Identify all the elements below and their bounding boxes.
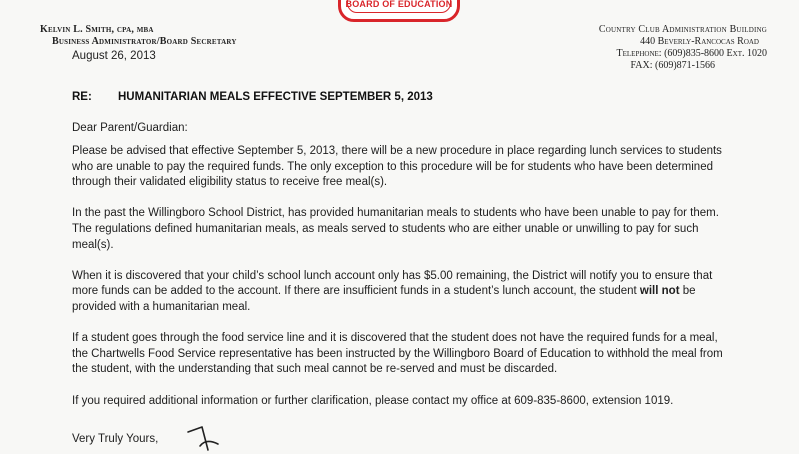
subject-label: RE: <box>72 91 92 103</box>
paragraph-3 <box>72 269 732 316</box>
subject-text: HUMANITARIAN MEALS EFFECTIVE SEPTEMBER 5, 2013 <box>118 91 433 103</box>
sender-name: Kelvin L. Smith, cpa, mba <box>40 24 154 35</box>
paragraph-5: If you required additional information or further clarification, please contact my office at 609-835-8600, extension 1019. <box>72 394 674 407</box>
letterhead-left <box>40 24 237 48</box>
subject-line <box>72 91 433 103</box>
paragraph-3-text-a: When it is discovered that your child’s school lunch account only has $5.00 remaining, the District will notify you to ensure that more funds can be added to the account. If there are insufficient funds in a student’s lunch account, the student <box>72 269 713 298</box>
telephone: Telephone: (609)835-8600 Ext. 1020 <box>616 48 767 59</box>
paragraph-4: If a student goes through the food service line and it is discovered that the student does not have the required funds for a meal, the Chartwells Food Service representative has been instructed by the Willingboro Board of Education to withhold the meal from the student, with the understanding that such meal cannot be re-served and must be discarded. <box>72 332 723 376</box>
street-address: 440 Beverly-Rancocas Road <box>640 36 759 47</box>
sender-title: Business Administrator/Board Secretary <box>52 36 237 47</box>
board-of-education-seal <box>338 0 460 22</box>
paragraph-3-emphasis: will not <box>639 285 680 298</box>
letterhead-right <box>599 24 767 72</box>
paragraph-1: Please be advised that effective September 5, 2013, there will be a new procedure in place regarding lunch services to students who are unable to pay the required funds. The only exception to this procedure will be for students who have been determined through their validated eligibility status to receive free meal(s). <box>72 145 722 189</box>
fax-number: FAX: (609)871-1566 <box>630 60 715 71</box>
salutation: Dear Parent/Guardian: <box>72 122 188 134</box>
letter-date: August 26, 2013 <box>72 50 156 62</box>
paragraph-2: In the past the Willingboro School District, has provided humanitarian meals to students who have been unable to pay for them. The regulations defined humanitarian meals, as meals served to students who are either unable or unwilling to pay for such meal(s). <box>72 207 719 251</box>
letter-body <box>72 121 732 425</box>
seal-text: BOARD OF EDUCATION <box>345 0 453 9</box>
building-name: Country Club Administration Building <box>598 24 767 35</box>
closing: Very Truly Yours, <box>72 433 159 445</box>
paragraph-3-text-b: be provided with a humanitarian meal. <box>72 285 696 314</box>
